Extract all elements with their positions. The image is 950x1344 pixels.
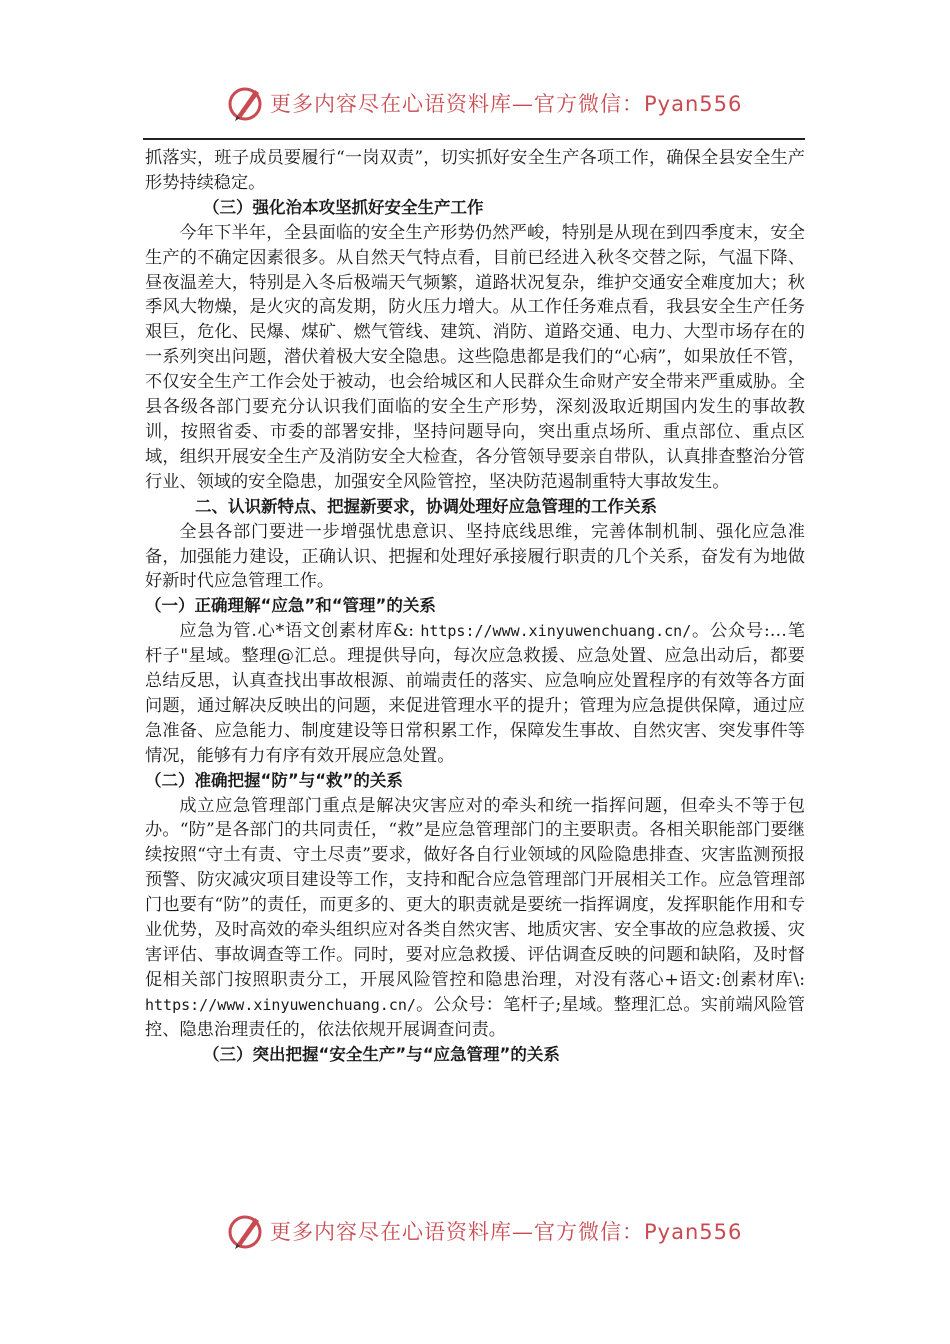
banner-text [270, 88, 742, 118]
p4-url: https://www.xinyuwenchuang.cn/ [420, 622, 692, 641]
paragraph-4 [145, 619, 805, 768]
header-banner [0, 80, 950, 124]
pen-logo-icon [225, 1210, 267, 1252]
p5-text-b: 。公众号：笔杆子;星域。整理汇总。实前端风险管控、隐患治理责任的，依法依规开展调查问责。 [145, 994, 805, 1040]
paragraph-5 [145, 794, 805, 1043]
p4-text-a: 应急为管.心*语文创素材库&: [179, 621, 421, 642]
heading-section-2: 二、认识新特点、把握新要求，协调处理好应急管理的工作关系 [195, 496, 657, 516]
footer-banner-main: 更多内容尽在心语资料库 [270, 1220, 512, 1244]
heading-sub1: （一）正确理解“应急”和“管理”的关系 [145, 596, 436, 616]
footer-banner-wechat-id: Pyan556 [644, 1220, 743, 1244]
paragraph-1: 抓落实，班子成员要履行“一岗双责”，切实抓好安全生产各项工作，确保全县安全生产形势持续稳定。 [145, 148, 805, 193]
p5-url: https://www.xinyuwenchuang.cn/ [145, 995, 416, 1014]
footer-banner-sep: — [512, 1220, 534, 1244]
p4-text-b: 。公众号:…笔杆子"星域。整理@汇总。理提供导向，每次应急救援、应急处置、应急出动后，都要总结反思，认真查找出事故根源、前端责任的落实、应急响应处置程序的有效等各方面问题，通过解决反映出的问题，来促进管理水平的提升；管理为应急提供保障，通过应急准备、应急能力、制度建设等日常积累工作，保障发生事故、自然灾害、突发事件等情况，能够有力有序有效开展应急处置。 [145, 621, 805, 766]
heading-sub3b: （三）突出把握“安全生产”与“应急管理”的关系 [203, 1044, 560, 1064]
heading-sub2: （二）准确把握“防”与“救”的关系 [145, 770, 403, 790]
footer-banner-wechat-label: 官方微信： [534, 1220, 644, 1244]
banner-wechat-label: 官方微信： [534, 92, 644, 116]
paragraph-2: 今年下半年，全县面临的安全生产形势仍然严峻，特别是从现在到四季度末，安全生产的不确定因素很多。从自然天气特点看，目前已经进入秋冬交替之际，气温下降、昼夜温差大，特别是入冬后极端天气频繁，道路状况复杂，维护交通安全难度加大；秋季风大物燥，是火灾的高发期，防火压力增大。从工作任务难点看，我县安全生产任务艰巨，危化、民爆、煤矿、燃气管线、建筑、消防、道路交通、电力、大型市场存在的一系列突出问题，潜伏着极大安全隐患。这些隐患都是我们的“心病”，如果放任不管，不仅安全生产工作会处于被动，也会给城区和人民群众生命财产安全带来严重威胁。全县各级各部门要充分认识我们面临的安全生产形势，深刻汲取近期国内发生的事故教训，按照省委、市委的部署安排，坚持问题导向，突出重点场所、重点部位、重点区域，组织开展安全生产及消防安全大检查，各分管领导要亲自带队，认真排查整治分管行业、领域的安全隐患，加强安全风险管控，坚决防范遏制重特大事故发生。 [145, 222, 805, 492]
banner-main: 更多内容尽在心语资料库 [270, 92, 512, 116]
banner-wechat-id: Pyan556 [644, 92, 743, 116]
header-rule [143, 138, 805, 140]
footer-banner [0, 1208, 950, 1252]
pen-logo-icon [225, 82, 267, 124]
heading-sub3: （三）强化治本攻坚抓好安全生产工作 [203, 197, 484, 217]
footer-banner-text [270, 1216, 742, 1246]
document-body [145, 146, 805, 1068]
paragraph-3: 全县各部门要进一步增强忧患意识、坚持底线思维，完善体制机制、强化应急准备，加强能力建设，正确认识、把握和处理好承接履行职责的几个关系，奋发有为地做好新时代应急管理工作。 [145, 521, 805, 592]
banner-sep: — [512, 92, 534, 116]
p5-text-a: 成立应急管理部门重点是解决灾害应对的牵头和统一指挥问题，但牵头不等于包办。“防”是各部门的共同责任，“救”是应急管理部门的主要职责。各相关职能部门要继续按照“守土有责、守土尽责”要求，做好各自行业领域的风险隐患排查、灾害监测预报预警、防灾减灾项目建设等工作，支持和配合应急管理部门开展相关工作。应急管理部门也要有“防”的责任，而更多的、更大的职责就是要统一指挥调度，发挥职能作用和专业优势，及时高效的牵头组织应对各类自然灾害、地质灾害、安全事故的应急救援、灾害评估、事故调查等工作。同时，要对应急救援、评估调查反映的问题和缺陷，及时督促相关部门按照职责分工，开展风险管控和隐患治理，对没有落心+语文:创素材库\: [145, 795, 805, 990]
